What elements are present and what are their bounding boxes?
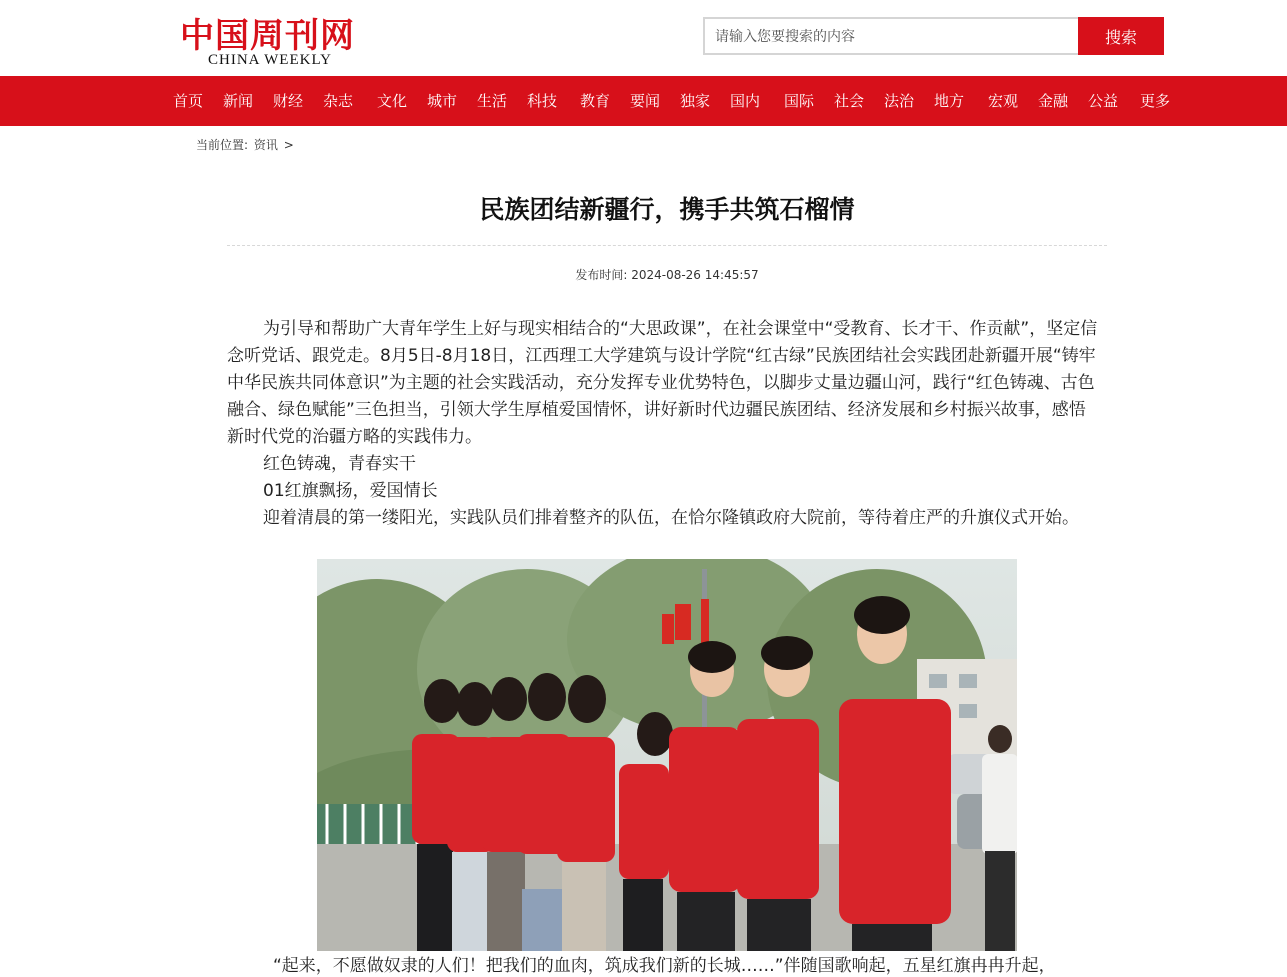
article-title: 民族团结新疆行，携手共筑石榴情 <box>479 195 855 224</box>
nav-item-domestic[interactable]: 国内 <box>730 92 761 110</box>
nav-item-banking[interactable]: 金融 <box>1038 92 1069 110</box>
nav-item-law[interactable]: 法治 <box>884 92 915 110</box>
nav-item-home[interactable]: 首页 <box>173 92 204 110</box>
nav-item-more[interactable]: 更多 <box>1140 92 1171 110</box>
publish-time: 2024-08-26 14:45:57 <box>631 268 759 282</box>
nav-item-news[interactable]: 新闻 <box>223 92 254 110</box>
nav-item-exclusive[interactable]: 独家 <box>680 92 711 110</box>
nav-item-life[interactable]: 生活 <box>477 92 508 110</box>
logo-chinese: 中国周刊网 <box>180 16 355 56</box>
breadcrumb-section-link[interactable]: 资讯 <box>253 138 278 152</box>
title-divider <box>227 245 1107 246</box>
article-subheading: 红色铸魂，青春实干 <box>263 454 416 474</box>
site-logo[interactable] <box>178 8 368 72</box>
search-bar <box>703 17 1164 55</box>
main-nav <box>0 76 1287 126</box>
nav-item-charity[interactable]: 公益 <box>1088 92 1119 110</box>
article-body <box>227 316 1101 532</box>
nav-item-tech[interactable]: 科技 <box>527 92 558 110</box>
nav-item-headlines[interactable]: 要闻 <box>630 92 661 110</box>
breadcrumb <box>196 136 296 153</box>
article-paragraph: 迎着清晨的第一缕阳光，实践队员们排着整齐的队伍，在恰尔隆镇政府大院前，等待着庄严的升旗仪式开始。 <box>263 508 1079 528</box>
article-paragraph: “起来，不愿做奴隶的人们！把我们的血肉，筑成我们新的长城……”伴随国歌响起，五星红旗冉冉升起， <box>273 956 1056 976</box>
nav-item-culture[interactable]: 文化 <box>377 92 408 110</box>
nav-item-city[interactable]: 城市 <box>427 92 458 110</box>
nav-item-international[interactable]: 国际 <box>784 92 815 110</box>
nav-item-finance[interactable]: 财经 <box>273 92 304 110</box>
article-photo <box>317 559 1017 951</box>
search-button[interactable]: 搜索 <box>1078 17 1164 55</box>
search-input[interactable] <box>703 17 1078 55</box>
site-header <box>0 0 1287 76</box>
article-subheading: 01红旗飘扬，爱国情长 <box>263 481 438 501</box>
publish-info <box>227 266 1107 283</box>
nav-item-society[interactable]: 社会 <box>834 92 865 110</box>
nav-item-local[interactable]: 地方 <box>934 92 965 110</box>
nav-item-education[interactable]: 教育 <box>580 92 611 110</box>
article-paragraph: 为引导和帮助广大青年学生上好与现实相结合的“大思政课”，在社会课堂中“受教育、长才干、作贡献”，坚定信念听党话、跟党走。8月5日-8月18日，江西理工大学建筑与设计学院“红古绿”民族团结社会实践团赴新疆开展“铸牢中华民族共同体意识”为主题的社会实践活动，充分发挥专业优势特色，以脚步丈量边疆山河，践行“红色铸魂、古色融合、绿色赋能”三色担当，引领大学生厚植爱国情怀，讲好新时代边疆民族团结、经济发展和乡村振兴故事，感悟新时代党的治疆方略的实践伟力。 <box>227 319 1098 447</box>
publish-label: 发布时间: <box>575 268 628 282</box>
breadcrumb-prefix: 当前位置: <box>196 138 249 152</box>
logo-english: CHINA WEEKLY <box>208 52 332 68</box>
nav-item-magazine[interactable]: 杂志 <box>323 92 354 110</box>
nav-item-macro[interactable]: 宏观 <box>988 92 1019 110</box>
breadcrumb-separator: > <box>283 138 294 152</box>
